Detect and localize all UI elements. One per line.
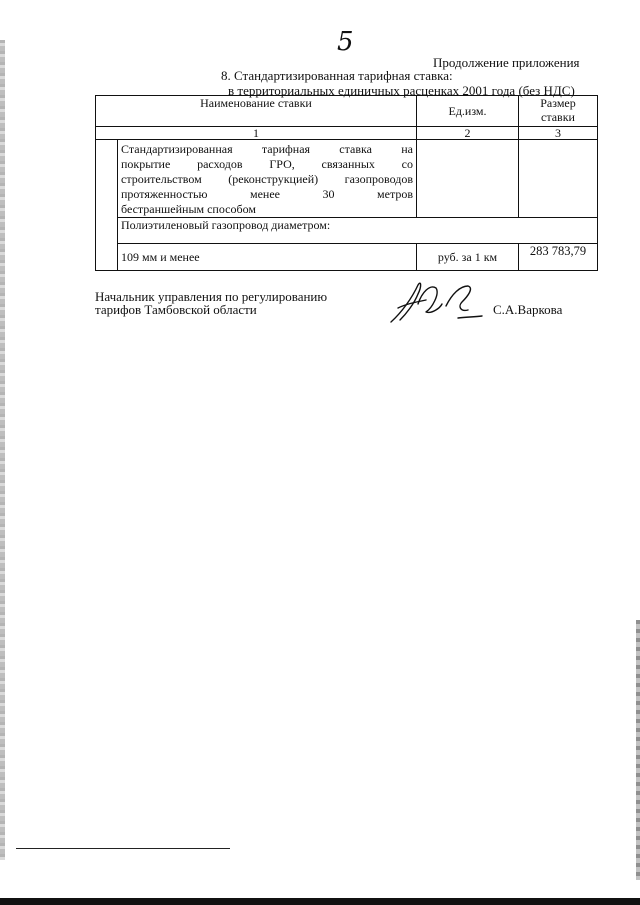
signatory-name: С.А.Варкова [493, 302, 563, 317]
header-value-line1: Размер [540, 96, 576, 110]
description-line: протяженностью менее 30 метров [121, 187, 413, 201]
table-header-row [96, 96, 598, 127]
scan-edge-bottom [0, 898, 640, 905]
description-value-cell [519, 140, 598, 218]
subheading-row [96, 218, 598, 244]
section-title: 8. Стандартизированная тарифная ставка: [221, 68, 453, 83]
description-cell [118, 140, 417, 218]
header-value [519, 96, 598, 127]
page-number: 5 [337, 27, 354, 57]
row-name: 109 мм и менее [118, 244, 417, 271]
scan-edge-left [0, 40, 5, 860]
handwritten-signature [388, 278, 488, 324]
table-row [96, 244, 598, 271]
header-value-line2: ставки [541, 110, 575, 124]
column-number-1: 1 [96, 127, 417, 140]
header-unit [417, 96, 519, 127]
signatory-title-line2: тарифов Тамбовской области [95, 302, 257, 317]
column-number-3: 3 [519, 127, 598, 140]
description-line: покрытие расходов ГРО, связанных со [121, 157, 413, 171]
appendix-note: Продолжение приложения [433, 55, 580, 70]
description-line: строительством (реконструкцией) газопроводов [121, 172, 413, 186]
row-value: 283 783,79 [519, 244, 598, 271]
footnote-divider [16, 848, 230, 849]
signatory-title-line1: Начальник управления по регулированию [95, 289, 328, 304]
indent-cell [96, 140, 118, 271]
rates-table [95, 95, 598, 271]
signatory-title [95, 290, 327, 316]
description-line: Стандартизированная тарифная ставка на [121, 142, 413, 156]
section-subtitle: в территориальных единичных расценках 2001 года (без НДС) [228, 83, 575, 98]
scan-edge-right [636, 620, 640, 880]
header-unit-label: Ед.изм. [448, 103, 487, 118]
header-name: Наименование ставки [96, 96, 417, 127]
description-unit-cell [417, 140, 519, 218]
description-row [96, 140, 598, 218]
column-numbers-row [96, 127, 598, 140]
description-line: бестраншейным способом [121, 202, 256, 216]
row-unit: руб. за 1 км [417, 244, 519, 271]
column-number-2: 2 [417, 127, 519, 140]
subheading-cell: Полиэтиленовый газопровод диаметром: [118, 218, 598, 244]
